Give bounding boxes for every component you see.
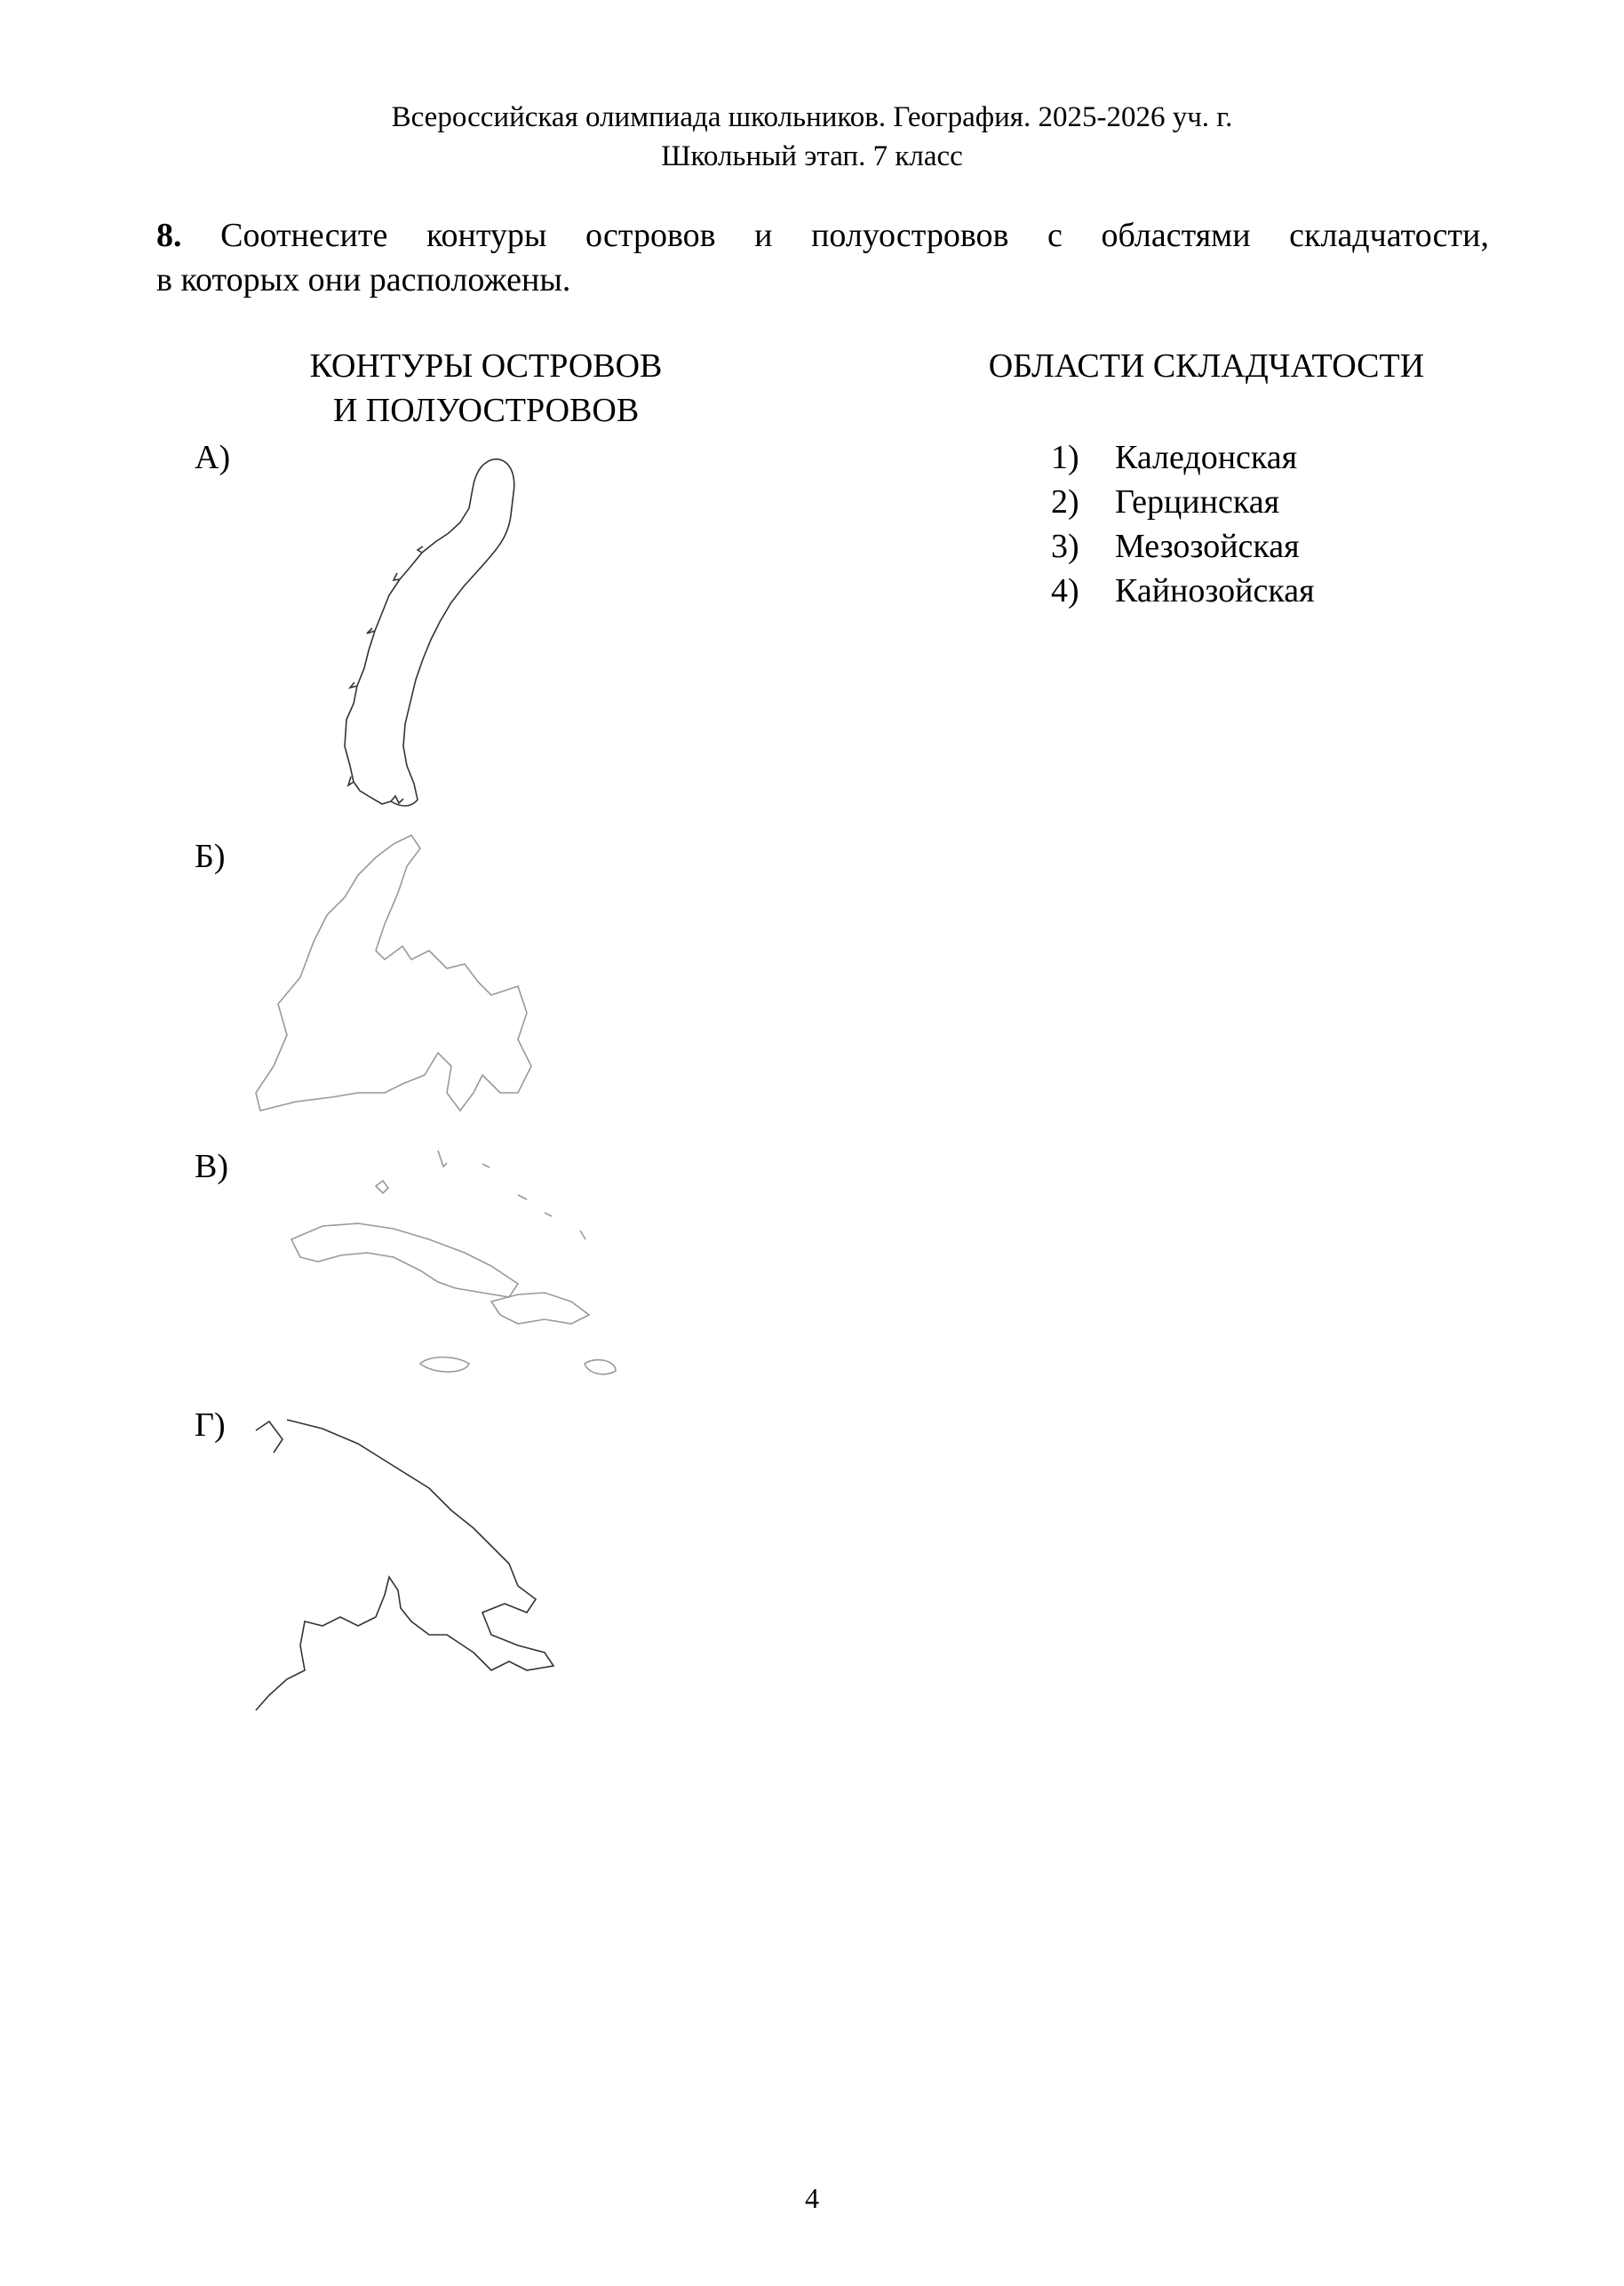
island-outline-c-icon (251, 1142, 625, 1399)
header-line-1: Всероссийская олимпиада школьников. География. 2025-2026 уч. г. (391, 101, 1233, 133)
left-heading-1: КОНТУРЫ ОСТРОВОВ (309, 347, 663, 385)
option-num: 2) (1051, 483, 1079, 521)
page-number: 4 (805, 2182, 819, 2214)
option-text: Герцинская (1115, 483, 1280, 521)
label-a: А) (195, 439, 231, 476)
island-outline-b-icon (251, 826, 571, 1146)
option-num: 3) (1051, 528, 1079, 565)
question-line-1 (156, 213, 1489, 258)
right-heading: ОБЛАСТИ СКЛАДЧАТОСТИ (988, 347, 1425, 385)
option-num: 4) (1051, 572, 1079, 609)
label-c: В) (195, 1148, 228, 1185)
option-1 (1051, 435, 1297, 480)
option-text: Каледонская (1115, 439, 1298, 476)
header-line-2: Школьный этап. 7 класс (661, 140, 963, 172)
label-d: Г) (195, 1406, 226, 1444)
question-number: 8. (156, 217, 182, 254)
option-2 (1051, 480, 1279, 524)
option-4 (1051, 569, 1315, 613)
island-outline-d-icon (251, 1413, 571, 1719)
label-b: Б) (195, 838, 226, 875)
option-text: Кайнозойская (1115, 572, 1315, 609)
left-heading-2: И ПОЛУОСТРОВОВ (332, 392, 640, 429)
option-3 (1051, 524, 1300, 569)
question-line-2: в которых они расположены. (156, 261, 571, 299)
option-text: Мезозойская (1115, 528, 1300, 565)
question-text-1: Соотнесите контуры островов и полуостровов с областями складчатости, (220, 217, 1489, 254)
island-outline-a-icon (258, 453, 533, 817)
option-num: 1) (1051, 439, 1079, 476)
